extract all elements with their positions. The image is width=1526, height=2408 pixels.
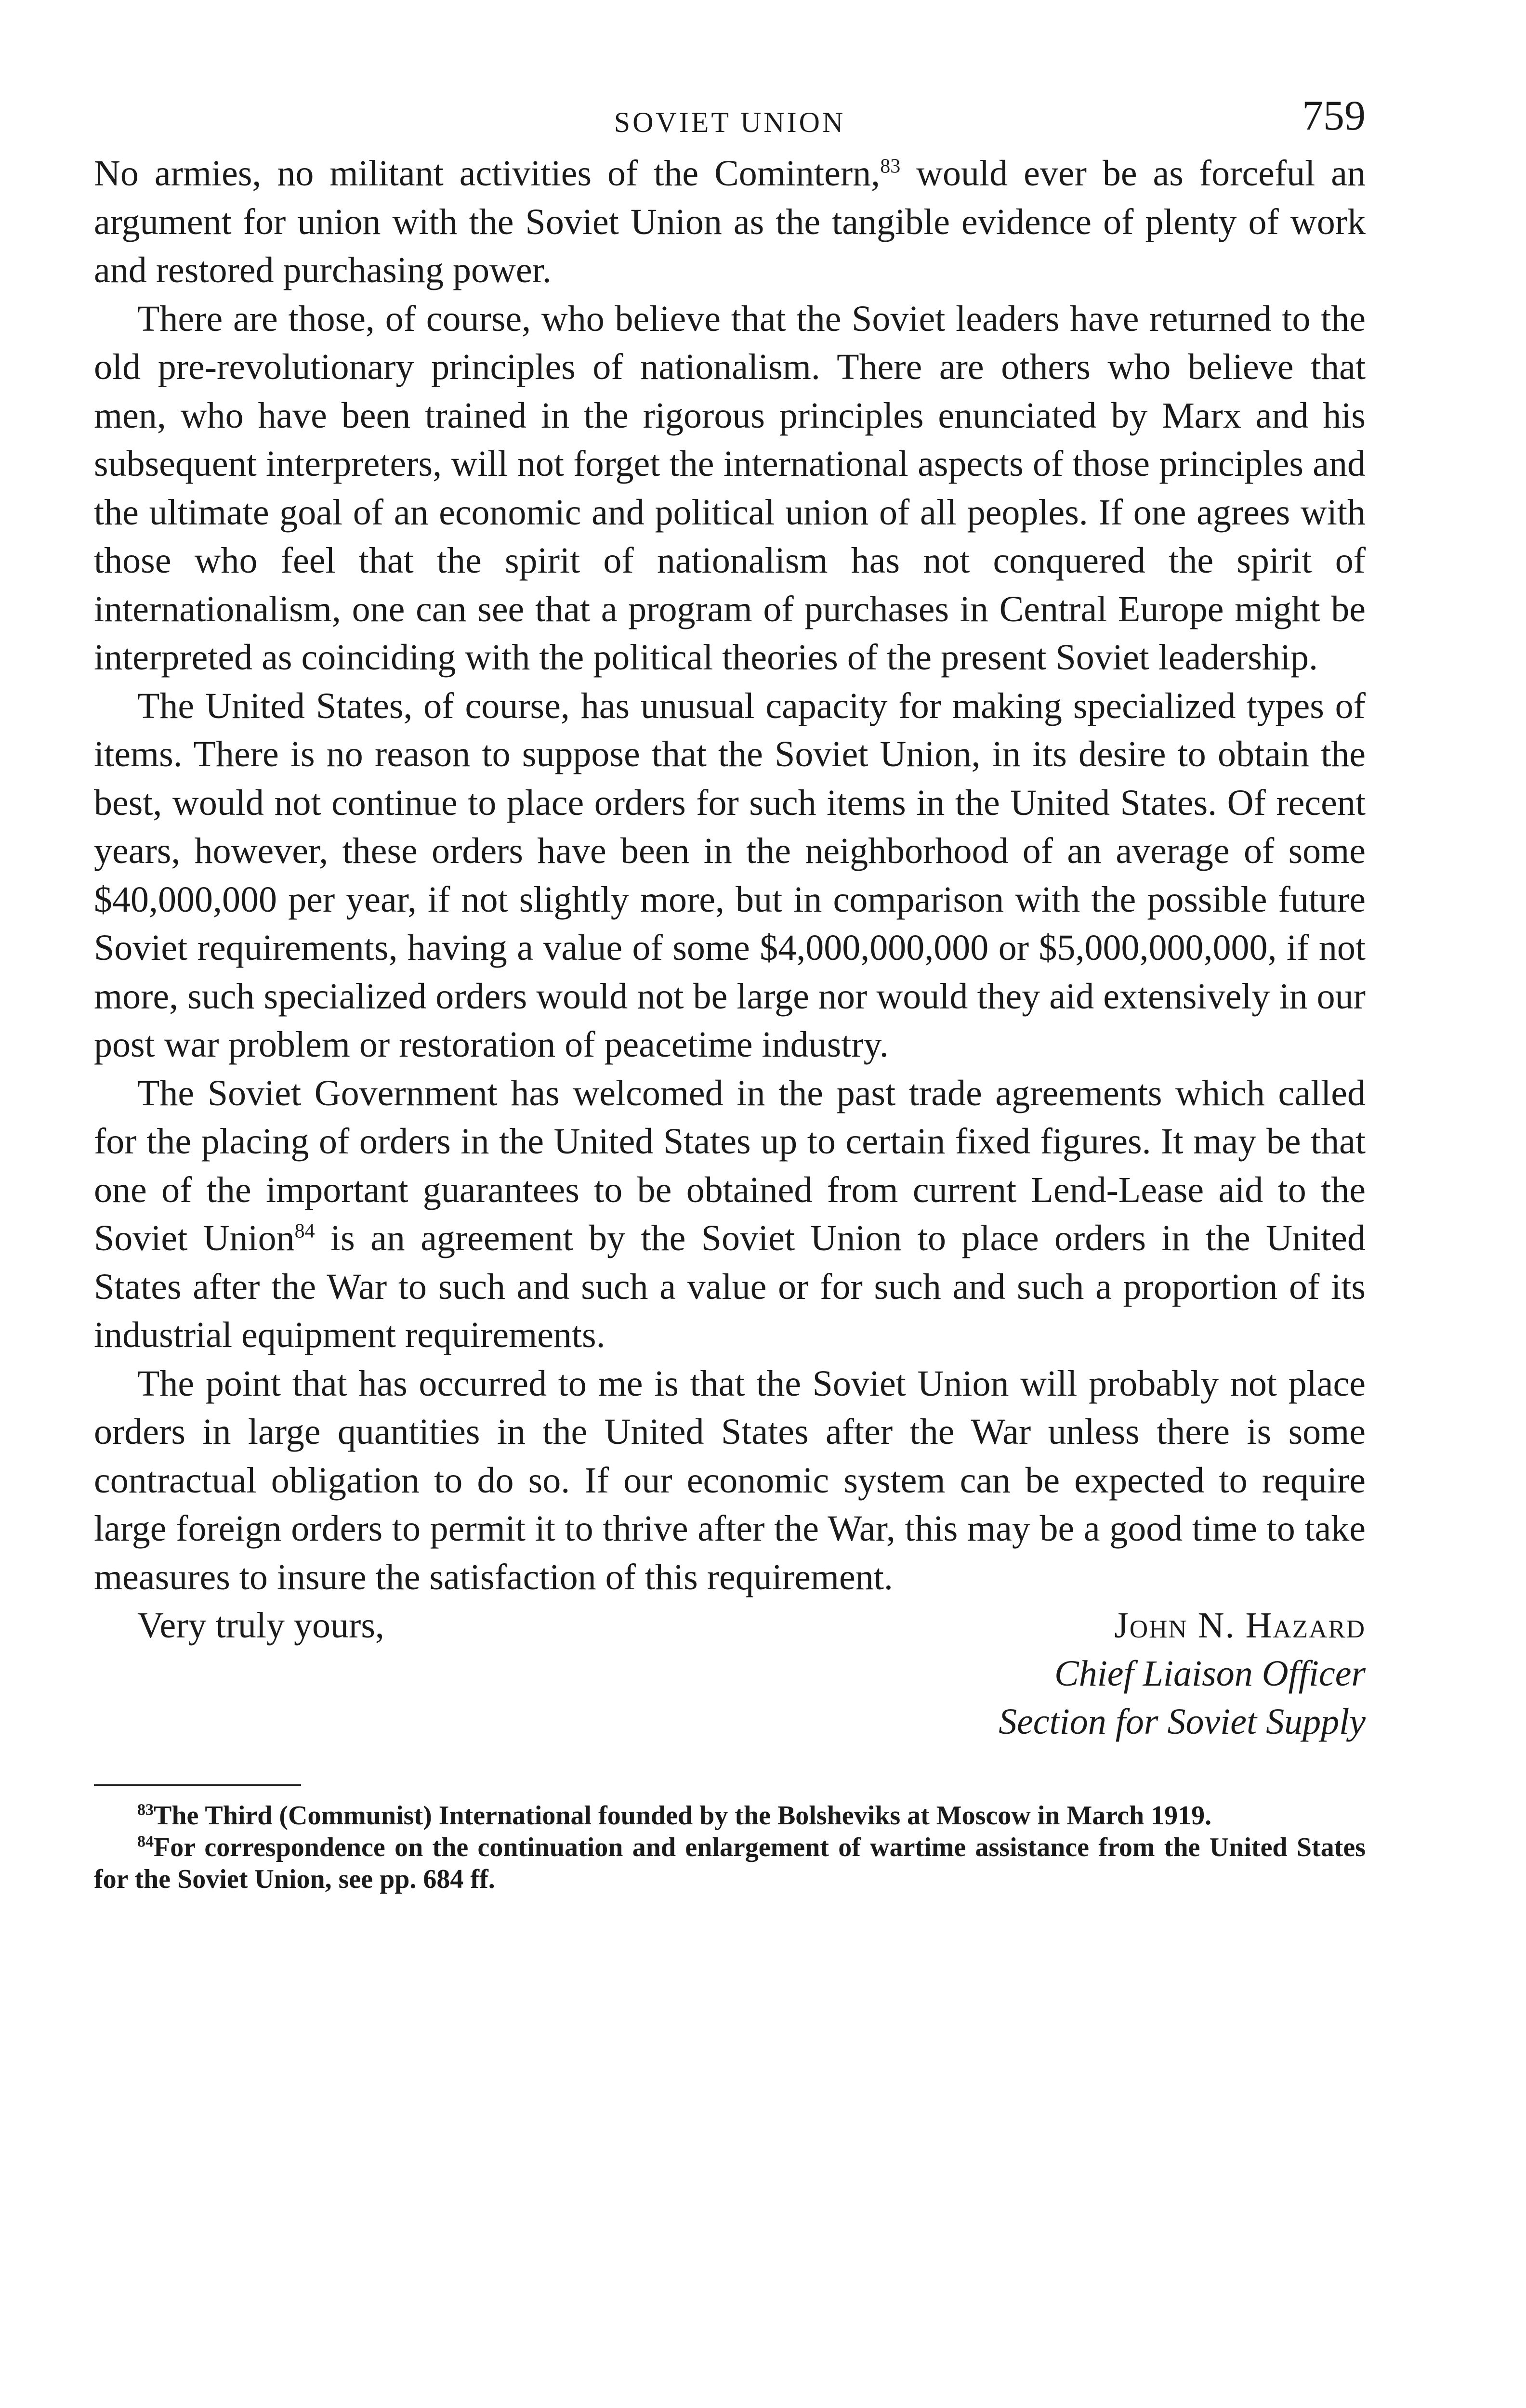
paragraph-4 xyxy=(94,1069,1366,1360)
footnote-84 xyxy=(94,1832,1366,1895)
paragraph-1-text-a: No armies, no militant activities of the Comintern, xyxy=(94,153,881,194)
paragraph-3: The United States, of course, has unusual capacity for making specialized types of items. There is no reason to suppose that the Soviet Union, in its desire to obtain the best, would not continue to place orders for such items in the United States. Of recent years, however, these orders have been in the neighborhood of an average of some $40,000,000 per year, if not slightly more, but in comparison with the possible future Soviet requirements, having a value of some $4,000,000,000 or $5,000,000,000, if not more, such specialized orders would not be large nor would they aid extensively in our post war problem or restoration of peacetime industry. xyxy=(94,685,1366,1065)
signer-title: Chief Liaison Officer xyxy=(1054,1653,1366,1694)
paragraph-4-text-b: is an agreement by the Soviet Union to place orders in the United States after the War to such and such a value or for such and such a proportion of its industrial equipment requirements. xyxy=(94,1218,1366,1355)
signer-name: John N. Hazard xyxy=(1114,1605,1366,1646)
letter-body xyxy=(94,149,1366,1601)
footnote-83 xyxy=(94,1800,1366,1832)
salutation: Very truly yours, xyxy=(137,1605,384,1646)
closing-row xyxy=(94,1601,1366,1649)
page-number: 759 xyxy=(1302,92,1366,139)
footnotes xyxy=(94,1800,1366,1895)
footnote-84-mark: 84 xyxy=(137,1832,154,1851)
paragraph-1-text-b: would ever be as forceful an argument for union with the Soviet Union as the tangible evidence of plenty of work and restored purchasing power. xyxy=(94,153,1366,290)
document-page xyxy=(94,92,1366,1895)
signer-section: Section for Soviet Supply xyxy=(999,1701,1366,1742)
running-header xyxy=(94,92,1366,149)
running-title: SOVIET UNION xyxy=(614,106,846,138)
footnote-84-text: For correspondence on the continuation and enlargement of wartime assistance from the United States for the Soviet Union, see pp. 684 ff. xyxy=(94,1832,1366,1894)
footnote-83-text: The Third (Communist) International founded by the Bolsheviks at Moscow in March 1919. xyxy=(154,1801,1212,1831)
footnote-ref-83: 83 xyxy=(880,155,901,178)
footnote-83-mark: 83 xyxy=(137,1801,154,1819)
footnote-rule xyxy=(94,1784,301,1786)
footnote-ref-84: 84 xyxy=(294,1220,315,1243)
paragraph-5: The point that has occurred to me is that the Soviet Union will probably not place orders in large quantities in the United States after the War unless there is some contractual obligation to do so. If our economic system can be expected to require large foreign orders to permit it to thrive after the War, this may be a good time to take measures to insure the satisfaction of this requirement. xyxy=(94,1363,1366,1597)
paragraph-1 xyxy=(94,149,1366,295)
paragraph-2: There are those, of course, who believe that the Soviet leaders have returned to the old pre-revolutionary principles of nationalism. There are others who believe that men, who have been trained in the rigorous principles enunciated by Marx and his subsequent interpreters, will not forget the international aspects of those principles and the ultimate goal of an economic and political union of all peoples. If one agrees with those who feel that the spirit of nationalism has not conquered the spirit of internationalism, one can see that a program of purchases in Central Europe might be interpreted as coinciding with the political theories of the present Soviet leadership. xyxy=(94,298,1366,678)
paragraph-4-text-a: The Soviet Government has welcomed in the past trade agreements which called for the placing of orders in the United States up to certain fixed figures. It may be that one of the important guarantees to be obtained from current Lend-Lease aid to the Soviet Union xyxy=(94,1073,1366,1258)
